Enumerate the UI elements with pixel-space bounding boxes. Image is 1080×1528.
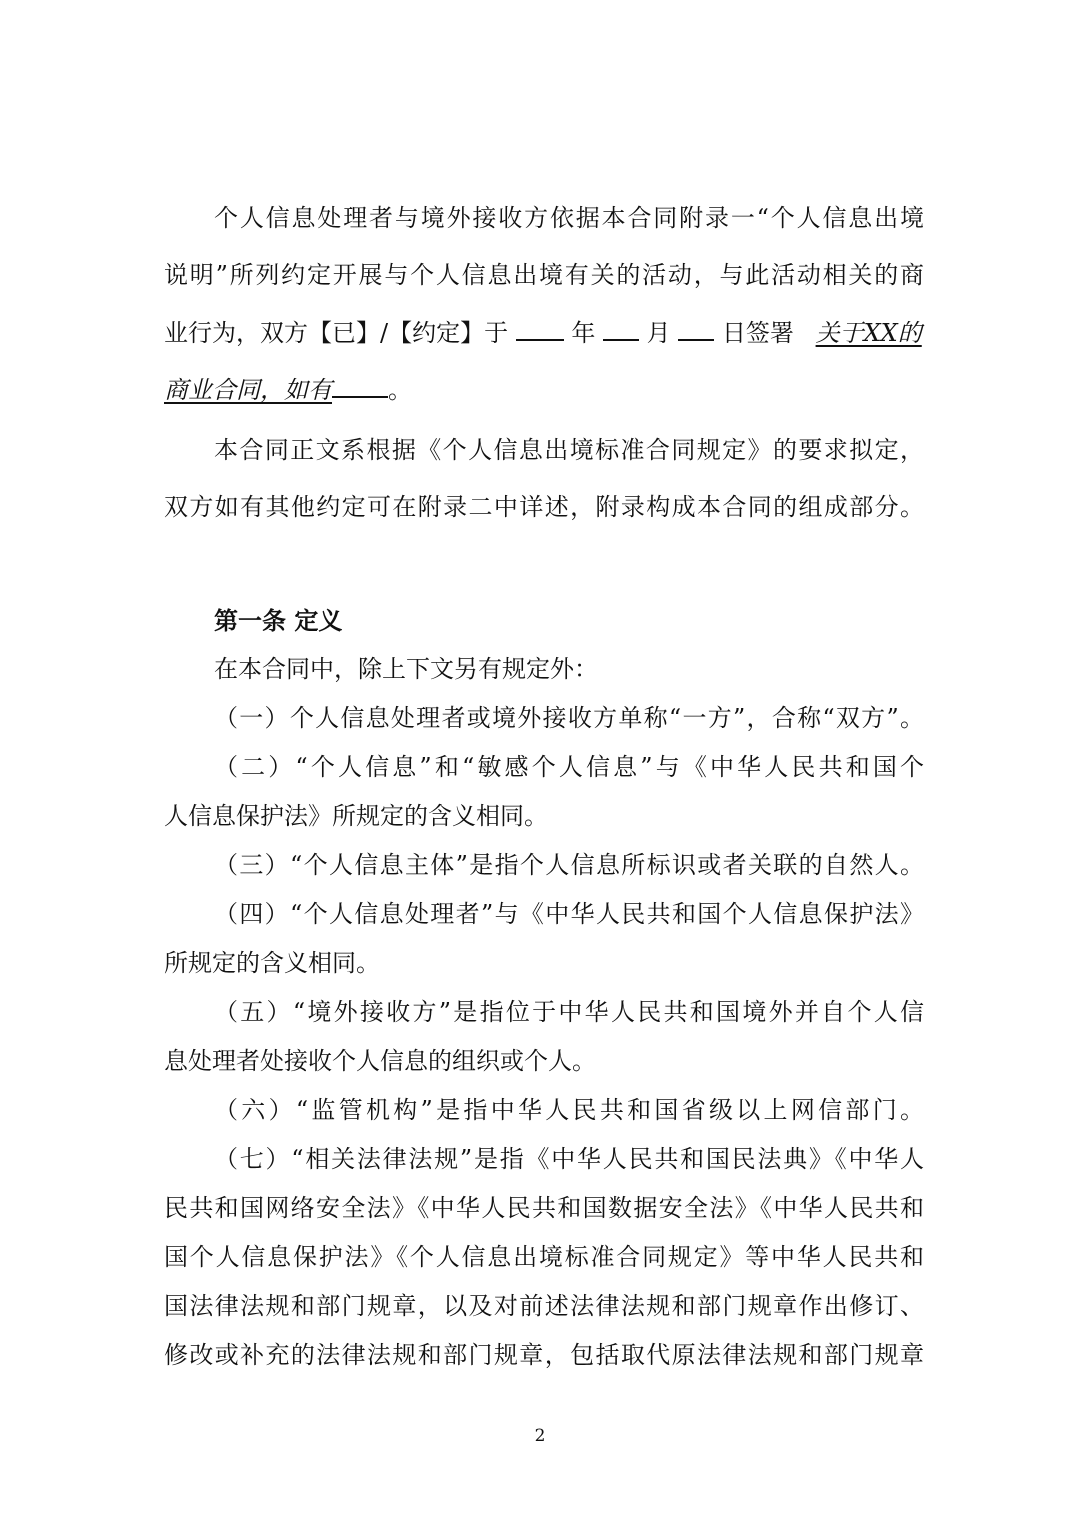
definition-item-3: （三）“个人信息主体”是指个人信息所标识或者关联的自然人。 <box>214 851 924 879</box>
day-label: 日签署 <box>721 319 794 347</box>
contract-name-italic-cont: 商业合同，如有 <box>164 376 332 404</box>
preamble-p1-line2: 说明”所列约定开展与个人信息出境有关的活动，与此活动相关的商 <box>164 261 924 289</box>
month-blank <box>603 315 639 341</box>
article1-heading: 第一条 定义 <box>214 607 343 635</box>
year-blank <box>516 315 564 341</box>
day-blank <box>678 315 714 341</box>
definition-item-7-line1: （七）“相关法律法规”是指《中华人民共和国民法典》《中华人 <box>214 1145 924 1173</box>
definition-item-1: （一）个人信息处理者或境外接收方单称“一方”，合称“双方”。 <box>214 704 924 732</box>
definition-item-4-line2: 所规定的含义相同。 <box>164 949 380 977</box>
year-label: 年 <box>571 319 596 347</box>
definition-item-4-line1: （四）“个人信息处理者”与《中华人民共和国个人信息保护法》 <box>214 900 924 928</box>
preamble-p1-line1: 个人信息处理者与境外接收方依据本合同附录一“个人信息出境 <box>214 204 924 232</box>
preamble-p2-line2: 双方如有其他约定可在附录二中详述，附录构成本合同的组成部分。 <box>164 493 924 521</box>
definition-item-7-line3: 国个人信息保护法》《个人信息出境标准合同规定》等中华人民共和 <box>164 1243 924 1271</box>
preamble-p1-line4-end: 。 <box>388 376 412 404</box>
definition-item-7-line2: 民共和国网络安全法》《中华人民共和国数据安全法》《中华人民共和 <box>164 1194 924 1222</box>
preamble-p1-line3 <box>164 315 924 350</box>
definition-item-5-line1: （五）“境外接收方”是指位于中华人民共和国境外并自个人信 <box>214 998 924 1026</box>
definition-item-7-line4: 国法律法规和部门规章，以及对前述法律法规和部门规章作出修订、 <box>164 1292 924 1320</box>
definition-item-6: （六）“监管机构”是指中华人民共和国省级以上网信部门。 <box>214 1096 924 1124</box>
contract-name-italic: 关于XX的 <box>815 319 922 347</box>
definition-item-2-line2: 人信息保护法》所规定的含义相同。 <box>164 802 548 830</box>
preamble-p2-line1: 本合同正文系根据《个人信息出境标准合同规定》的要求拟定， <box>214 436 924 464</box>
definition-item-2-line1: （二）“个人信息”和“敏感个人信息”与《中华人民共和国个 <box>214 753 924 781</box>
definition-item-5-line2: 息处理者处接收个人信息的组织或个人。 <box>164 1047 596 1075</box>
article1-intro: 在本合同中，除上下文另有规定外： <box>214 655 598 683</box>
page-number: 2 <box>534 1426 546 1446</box>
preamble-p1-line3-text: 业行为，双方【已】/【约定】于 <box>164 319 509 347</box>
definition-item-7-line5: 修改或补充的法律法规和部门规章，包括取代原法律法规和部门规章 <box>164 1341 924 1369</box>
contract-name-blank <box>332 372 388 398</box>
preamble-p1-line4 <box>164 372 924 407</box>
month-label: 月 <box>646 319 671 347</box>
